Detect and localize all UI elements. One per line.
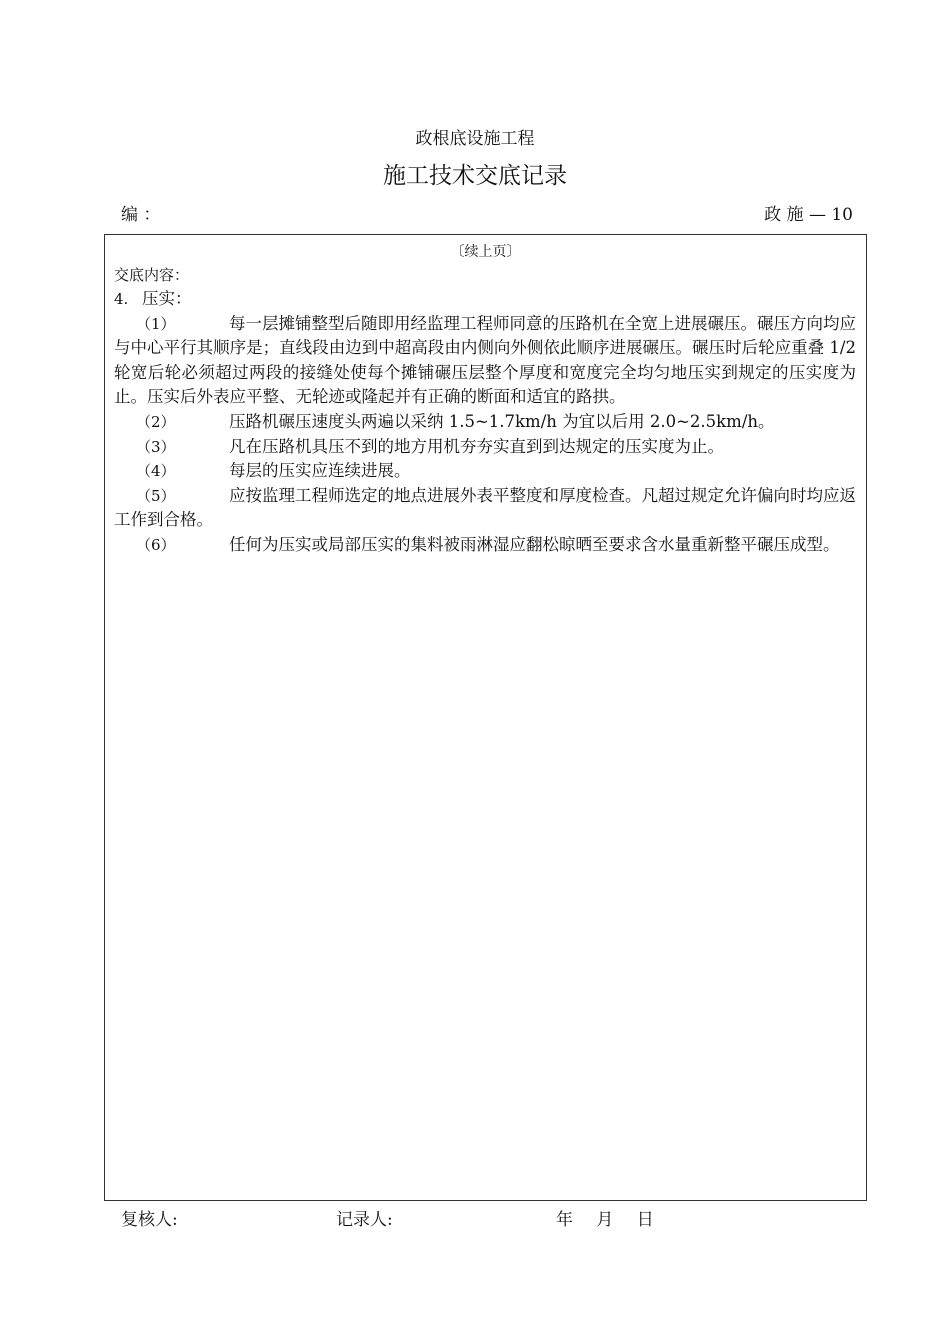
item-marker: （2） [136,412,176,431]
item-marker: （4） [136,462,176,481]
list-item [114,410,856,435]
code-label: 编 ： [121,205,161,225]
item-text: 任何为压实或局部压实的集料被雨淋湿应翻松晾晒至要求含水量重新整平碾压成型。 [229,534,840,554]
item-marker: （6） [136,535,176,554]
item-text: 每层的压实应连续进展。 [229,461,411,481]
item-text: 凡在压路机具压不到的地方用机夯夯实直到到达规定的压实度为止。 [229,436,724,456]
list-item [114,484,856,533]
item-marker: （1） [136,314,176,333]
item-marker: （3） [136,437,176,456]
organization-title: 政根底设施工程 [415,129,535,149]
list-item [114,533,856,558]
reviewer-field: 复核人: [121,1210,178,1230]
item-text: 压路机碾压速度头两遍以采纳 1.5~1.7km/h 为宜以后用 2.0~2.5km/h。 [229,411,775,431]
section-number: 4. [114,290,129,308]
continued-note: 〔续上页〕 [450,244,521,260]
form-number: 政 施 — 10 [764,205,853,225]
list-item [114,459,856,484]
content-area [114,263,856,558]
content-label: 交底内容： [114,266,190,284]
document-title: 施工技术交底记录 [383,163,567,189]
item-marker: （5） [136,486,176,505]
section-title: 压实： [142,289,192,308]
list-item [114,312,856,410]
recorder-field: 记录人: [336,1210,393,1230]
item-text: 应按监理工程师选定的地点进展外表平整度和厚度检查。凡超过规定允许偏向时均应返工作到合格。 [114,485,856,530]
item-text: 每一层摊铺整型后随即用经监理工程师同意的压路机在全宽上进展碾压。碾压方向均应与中心平行其顺序是；直线段由边到中超高段由内侧向外侧依此顺序进展碾压。碾压时后轮应重叠 1/2 轮宽后轮必须超过两段的接缝处使每个摊铺碾压层整个厚度和宽度完全均匀地压实到规定的压实度为止。压实后外表应平整、无轮迹或隆起并有正确的断面和适宜的路拱。 [114,313,856,407]
section-heading [114,287,856,312]
date-field: 年 月 日 [556,1210,654,1230]
list-item [114,435,856,460]
record-box [104,234,867,1201]
